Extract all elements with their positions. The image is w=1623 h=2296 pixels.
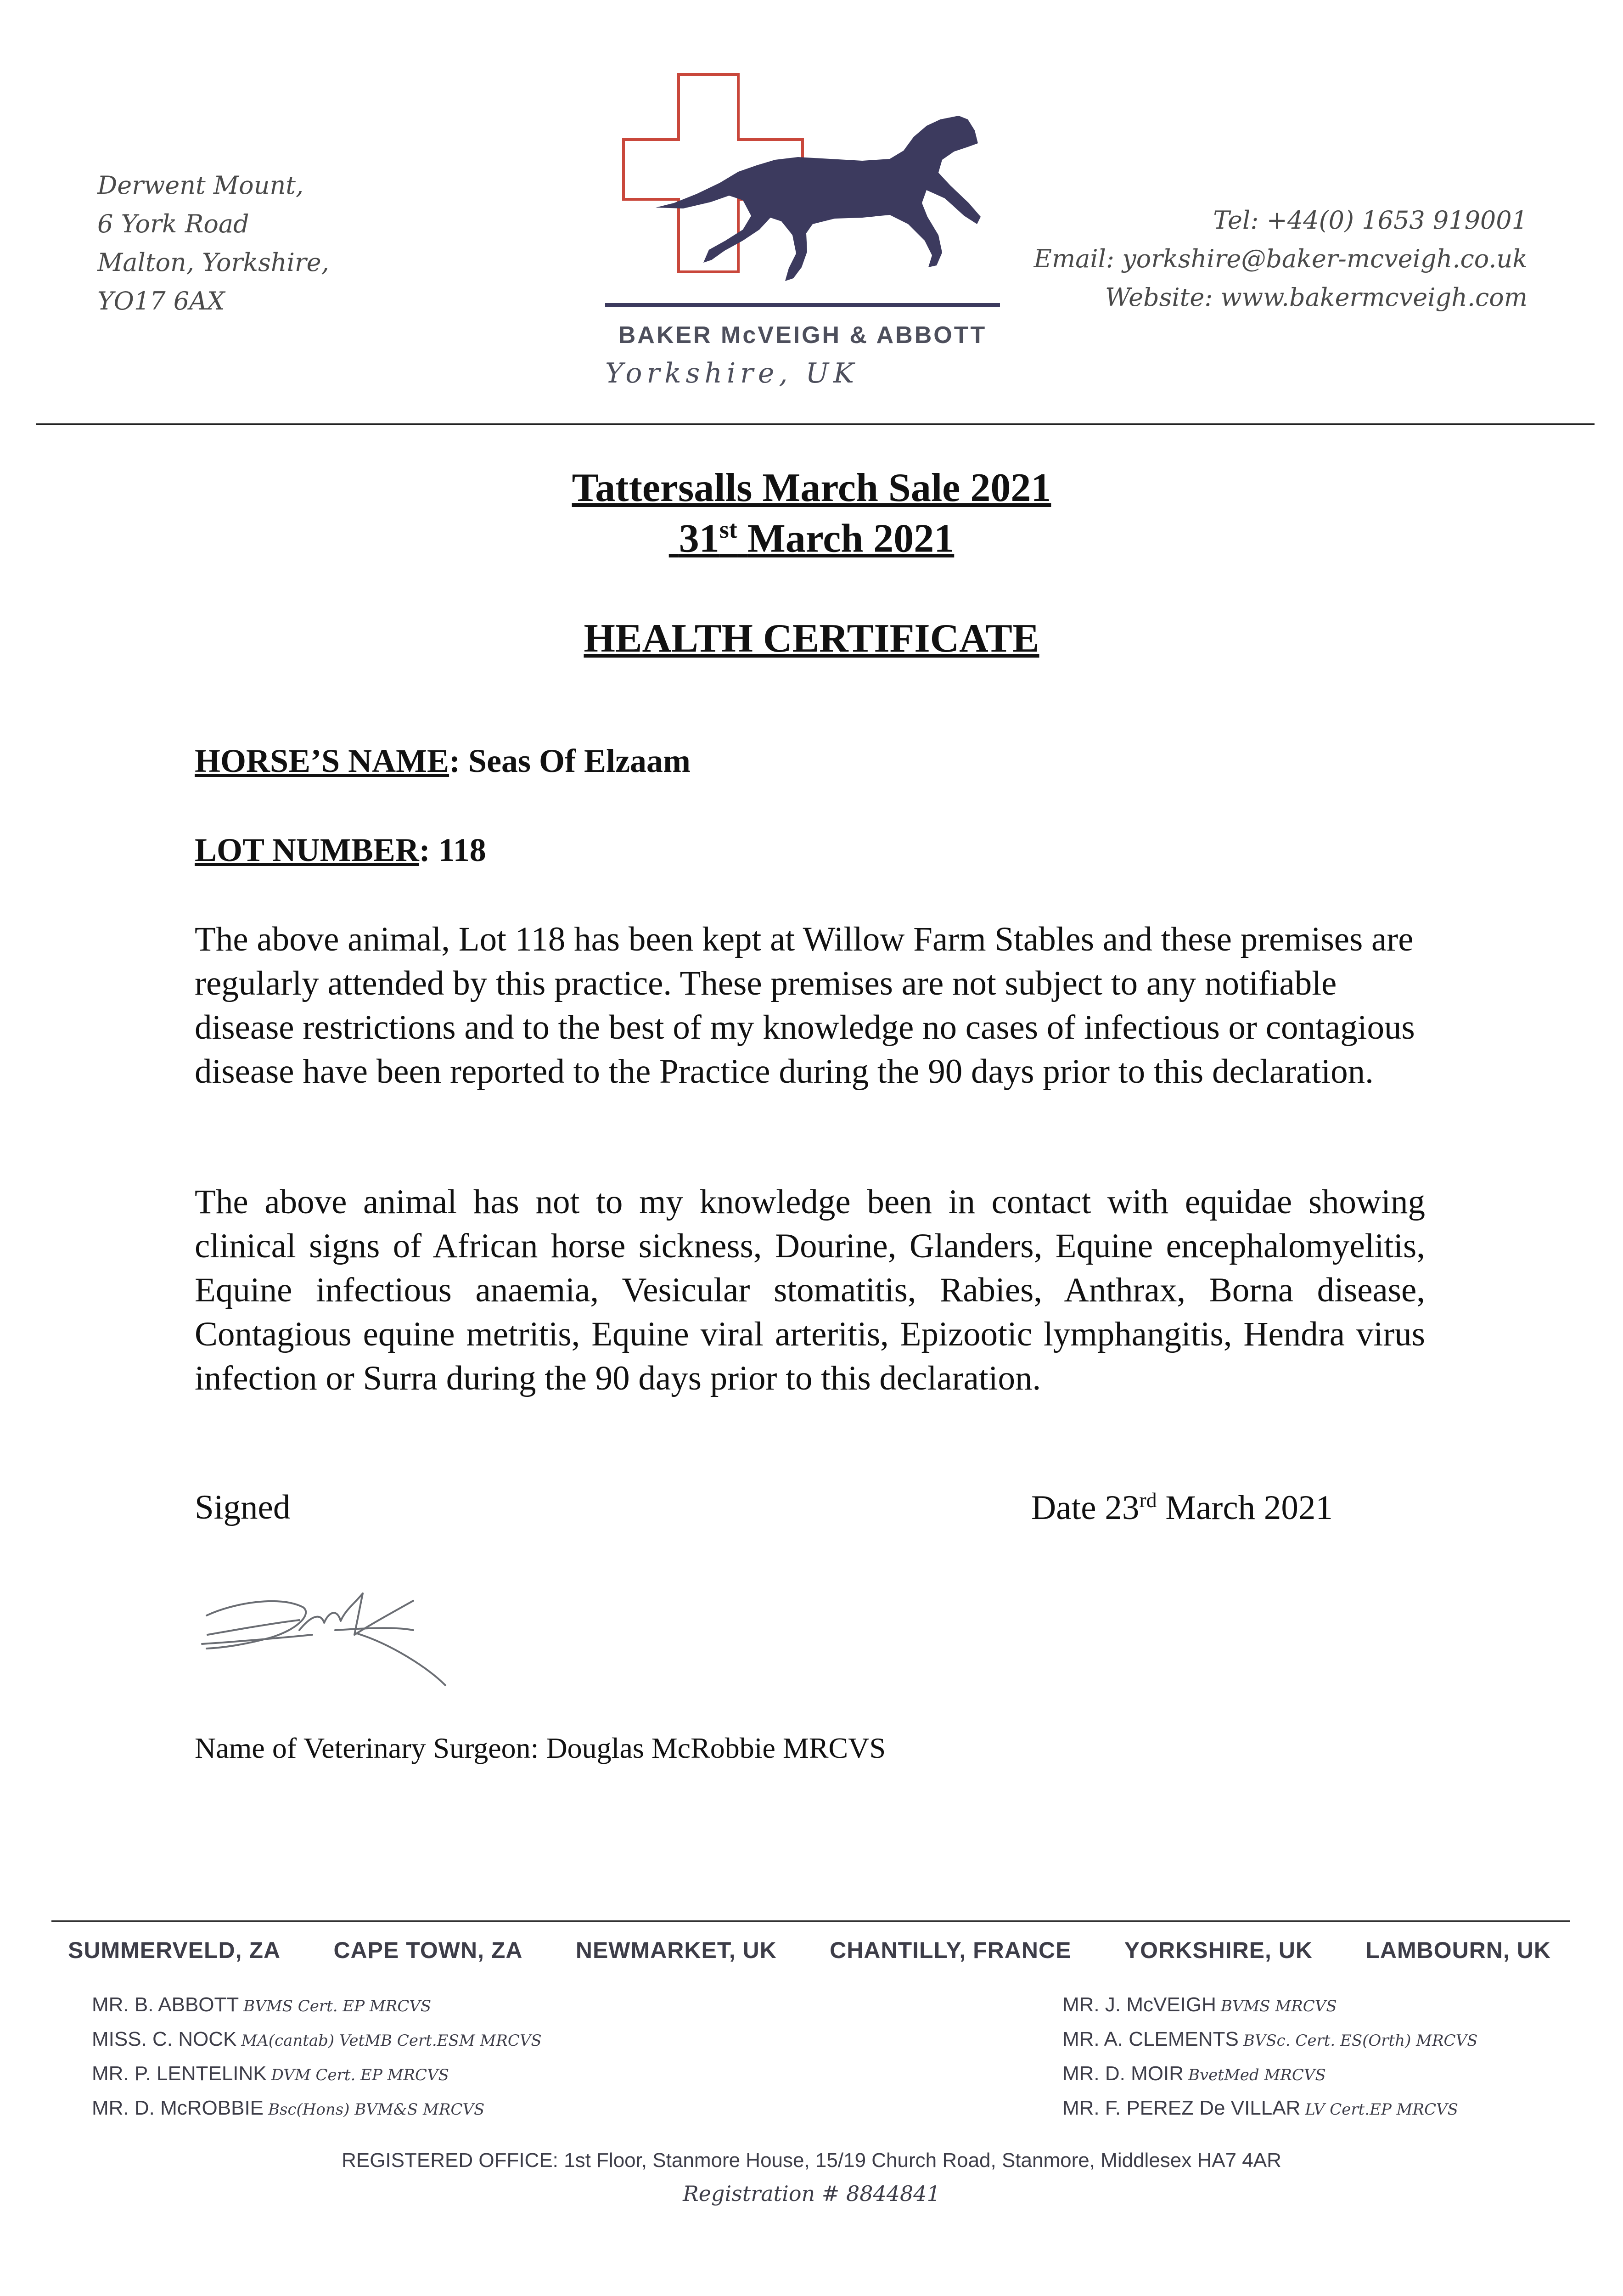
vet-name: Name of Veterinary Surgeon: Douglas McRobbie MRCVS: [195, 1732, 886, 1764]
staff-name: MR. J. McVEIGH: [1062, 1993, 1216, 2016]
registered-office: REGISTERED OFFICE: 1st Floor, Stanmore House, 15/19 Church Road, Stanmore, Middlesex HA7 4AR: [342, 2149, 1281, 2172]
registration-number: Registration # 8844841: [683, 2181, 940, 2206]
staff-qualifications: BVMS MRCVS: [1220, 1997, 1337, 2015]
staff-qualifications: DVM Cert. EP MRCVS: [271, 2066, 449, 2084]
address-line: 6 York Road: [97, 209, 249, 238]
certificate-heading: HEALTH CERTIFICATE: [584, 616, 1039, 661]
disease-contact-declaration: The above animal has not to my knowledge been in contact with equidae showing clinical signs of African horse sickness, Dourine, Glanders, Equine encephalomyelitis, Equine infectious anaemia, Vesicular stomatitis, Rabies, Anthrax, Borna disease, Contagious equine metritis, Equine viral arteritis, Epizootic lymphangitis, Hendra virus infection or Surra during the 90 days prior to this declaration.: [195, 1183, 1425, 1397]
contact-website: Website: www.bakermcveigh.com: [1105, 283, 1528, 312]
staff-entry: [1062, 2023, 1477, 2057]
location-item: SUMMERVELD, ZA: [68, 1937, 281, 1963]
location-item: YORKSHIRE, UK: [1124, 1937, 1313, 1963]
header-divider: [36, 423, 1595, 425]
staff-name: MR. P. LENTELINK: [92, 2062, 267, 2085]
address-line: Derwent Mount,: [97, 171, 304, 200]
staff-qualifications: MA(cantab) VetMB Cert.ESM MRCVS: [241, 2032, 542, 2050]
sale-date: [0, 515, 1623, 562]
sale-title: Tattersalls March Sale 2021: [572, 466, 1051, 510]
horse-name-label: HORSE’S NAME: [195, 743, 449, 779]
staff-qualifications: LV Cert.EP MRCVS: [1305, 2100, 1458, 2119]
location-item: CHANTILLY, FRANCE: [830, 1937, 1072, 1963]
logo-subtitle: Yorkshire, UK: [605, 357, 859, 389]
staff-entry: [1062, 2092, 1477, 2126]
logo-wordmark: BAKER McVEIGH & ABBOTT: [618, 322, 987, 349]
sale-day-suffix: st: [719, 516, 737, 543]
lot-number-value: : 118: [419, 832, 486, 868]
staff-name: MR. A. CLEMENTS: [1062, 2028, 1239, 2050]
staff-name: MR. D. McROBBIE: [92, 2097, 264, 2119]
horse-name-field: [195, 742, 691, 780]
staff-entry: [1062, 1988, 1477, 2023]
practice-address: [97, 166, 329, 321]
staff-list-left: [92, 1988, 542, 2126]
staff-qualifications: BvetMed MRCVS: [1188, 2066, 1326, 2084]
staff-entry: [92, 2092, 542, 2126]
staff-qualifications: BVSc. Cert. ES(Orth) MRCVS: [1243, 2032, 1478, 2050]
staff-name: MR. B. ABBOTT: [92, 1993, 239, 2016]
horse-name-value: : Seas Of Elzaam: [449, 743, 691, 779]
lot-number-field: [195, 831, 486, 869]
sale-month-year: March 2021: [747, 516, 955, 561]
office-locations: [68, 1937, 1551, 1964]
staff-entry: [92, 2023, 542, 2057]
footer-divider: [51, 1920, 1570, 1922]
premises-declaration: The above animal, Lot 118 has been kept at Willow Farm Stables and these premises are regularly attended by this practice. These premises are not subject to any notifiable disease restrictions and to the best of my knowledge no cases of infectious or contagious disease have been reported to the Practice during the 90 days prior to this declaration.: [195, 920, 1415, 1091]
staff-name: MR. F. PEREZ De VILLAR: [1062, 2097, 1301, 2119]
signed-label: Signed: [195, 1488, 291, 1526]
staff-list-right: [1062, 1988, 1477, 2126]
lot-number-label: LOT NUMBER: [195, 832, 419, 868]
address-line: Malton, Yorkshire,: [97, 248, 329, 277]
contact-email: Email: yorkshire@baker-mcveigh.co.uk: [1033, 244, 1528, 273]
sale-day: 31: [679, 516, 719, 561]
staff-qualifications: Bsc(Hons) BVM&S MRCVS: [268, 2100, 485, 2119]
staff-entry: [1062, 2057, 1477, 2092]
horse-cross-logo-icon: [605, 70, 1000, 327]
staff-name: MISS. C. NOCK: [92, 2028, 237, 2050]
staff-entry: [92, 2057, 542, 2092]
date-prefix: Date 23: [1031, 1489, 1140, 1527]
location-item: CAPE TOWN, ZA: [333, 1937, 523, 1963]
date-rest: March 2021: [1157, 1489, 1333, 1527]
location-item: LAMBOURN, UK: [1365, 1937, 1551, 1963]
staff-qualifications: BVMS Cert. EP MRCVS: [243, 1997, 432, 2015]
staff-entry: [92, 1988, 542, 2023]
date-suffix: rd: [1139, 1488, 1157, 1512]
signature-date: [1031, 1488, 1333, 1528]
contact-tel: Tel: +44(0) 1653 919001: [1213, 206, 1528, 235]
practice-contact: [1034, 201, 1528, 317]
location-item: NEWMARKET, UK: [575, 1937, 777, 1963]
address-line: YO17 6AX: [97, 287, 225, 315]
staff-name: MR. D. MOIR: [1062, 2062, 1184, 2085]
handwritten-signature: [197, 1575, 500, 1694]
